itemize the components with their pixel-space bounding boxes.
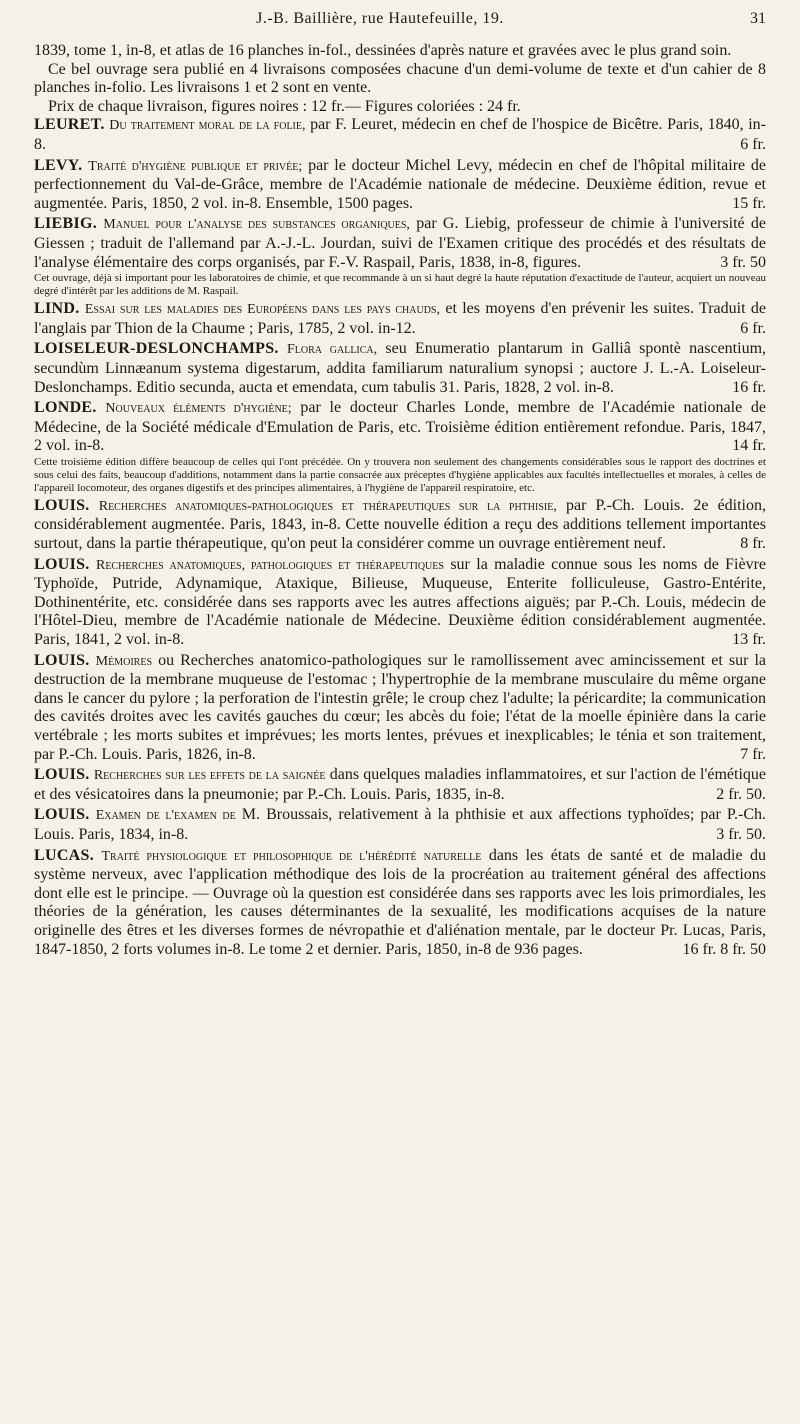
catalogue-entry: [34, 652, 766, 765]
catalogue-entry: [34, 806, 766, 844]
entry-title: Manuel pour l'analyse des substances organiques,: [103, 217, 410, 233]
entry-price: 16 fr.: [732, 378, 766, 396]
entry-text: [34, 806, 766, 844]
entry-price: 15 fr.: [732, 194, 766, 212]
intro-paragraph: Ce bel ouvrage sera publié en 4 livraisons composées chacune d'un demi-volume de texte et d'un cahier de 8 planches in-folio. Les livraisons 1 et 2 sont en vente.: [34, 60, 766, 97]
catalogue-entry: [34, 300, 766, 338]
entry-price: 16 fr. 8 fr. 50: [682, 940, 766, 958]
catalogue-entry: [34, 766, 766, 804]
entry-title: Recherches sur les effets de la saignée: [93, 768, 326, 784]
entry-price: 14 fr.: [732, 437, 766, 455]
entry-author: LEURET.: [34, 116, 105, 134]
entry-title: Essai sur les maladies des Européens dans les pays chauds,: [84, 302, 440, 318]
entry-text: [34, 300, 766, 338]
entry-title: Recherches anatomiques-pathologiques et thérapeutiques sur la phthisie,: [98, 498, 557, 514]
catalogue-entry: [34, 399, 766, 495]
entry-text: [34, 497, 766, 554]
entry-body: par le docteur Michel Levy, médecin en chef de l'hôpital militaire de perfectionnement du Val-de-Grâce, membre de l'Académie nationale de médecine. Deuxième édition, revue et augmentée. Paris, 1850, 2 vol. in-8. Ensemble, 1500 pages.: [34, 156, 767, 212]
entry-title: Flora gallica,: [287, 342, 378, 358]
entry-body: M. Broussais, relativement à la phthisie et aux affections typhoïdes; par P.-Ch. Louis. Paris, 1834, in-8.: [34, 806, 767, 843]
entry-author: LOUIS.: [34, 496, 90, 514]
entry-price: 13 fr.: [732, 631, 766, 649]
entry-price: 6 fr.: [740, 319, 766, 337]
entry-author: LUCAS.: [34, 846, 95, 864]
entry-title: Du traitement moral de la folie,: [109, 118, 306, 134]
entry-body: et les moyens d'en prévenir les suites. Traduit de l'anglais par Thion de la Chaume ; Paris, 1785, 2 vol. in-12.: [34, 300, 766, 337]
entry-author: LEVY.: [34, 156, 83, 174]
entry-body: par le docteur Charles Londe, membre de l'Académie nationale de Médecine, de la Société médicale d'Emulation de Paris, etc. Troisième édition entièrement refondue. Paris, 1847, 2 vol. in-8.: [34, 399, 766, 455]
entry-text: [34, 399, 766, 456]
entry-title: Mémoires: [95, 653, 153, 669]
catalogue-entry: [34, 497, 766, 554]
publisher-heading: J.-B. Baillière, rue Hautefeuille, 19.: [256, 10, 504, 27]
page-number: 31: [750, 10, 766, 27]
entry-text: [34, 215, 766, 272]
entry-note: Cette troisième édition diffère beaucoup de celles qui l'ont précédée. On y trouvera non seulement des changements considérables sous le rapport des doctrines et sous celui des faits, beaucoup d'additions, notamment dans la partie consacrée aux préceptes d'hygiène applicables aux facultés intellectuelles et morales, à celles de l'appareil locomoteur, des organes digestifs et des principes alimentaires, à l'hygiène de l'appareil respiratoire, etc.: [34, 455, 766, 494]
entry-body: par P.-Ch. Louis. 2e édition, considérablement augmentée. Paris, 1843, in-8. Cette nouvelle édition a reçu des additions tellement importantes surtout, dans la partie thérapeutique, qu'on peut la considérer comme un ouvrage entièrement neuf.: [34, 496, 767, 553]
entry-title: Traité physiologique et philosophique de l'hérédité naturelle: [101, 848, 482, 864]
entry-body: dans les états de santé et de maladie du système nerveux, avec l'application méthodique des lois de la procréation au traitement général des affections dont elle est le principe. — Ouvrage où la question est considérée dans ses rapports avec les lois primordiales, les théories de la génération, les causes déterminantes de la sexualité, les modifications acquises de la nature originelle des êtres et les diverses formes de névropathie et d'aliénation mentale, par le docteur Pr. Lucas, Paris, 1847-1850, 2 forts volumes in-8. Le tome 2 et dernier. Paris, 1850, in-8 de 936 pages.: [34, 846, 766, 958]
entry-text: [34, 157, 766, 214]
catalogue-entry: [34, 556, 766, 650]
entry-body: ou Recherches anatomico-pathologiques sur le ramollissement avec amincissement et sur la destruction de la membrane muqueuse de l'estomac ; l'hypertrophie de la membrane musculaire du même organe dans le cancer du pylore ; la perforation de l'intestin grêle; le croup chez l'adulte; la péricardite; la communication des cavités droites avec les cavités gauches du cœur; les abcès du foie; l'état de la moelle épinière dans la carie vertébrale ; les morts subites et imprévues; les morts lentes, prévues et inexplicables; le ténia et son traitement, par P.-Ch. Louis. Paris, 1826, in-8.: [34, 651, 767, 763]
catalogue-entry: [34, 340, 766, 397]
catalogue-entry: [34, 215, 766, 298]
entry-body: par G. Liebig, professeur de chimie à l'université de Giessen ; traduit de l'allemand par A.-J.-L. Jourdan, suivi de l'Examen critique des procédés et des résultats de l'analyse élémentaire des corps organisés, par F.-V. Raspail, Paris, 1838, in-8, figures.: [34, 215, 767, 271]
running-head: [34, 10, 766, 28]
entry-author: LIEBIG.: [34, 215, 98, 233]
catalogue-entry: [34, 116, 766, 154]
catalogue-entries: [34, 116, 766, 959]
entry-title: Recherches anatomiques, pathologiques et thérapeutiques: [95, 557, 444, 573]
entry-text: [34, 652, 766, 765]
entry-body: seu Enumeratio plantarum in Galliâ spontè nascentium, secundùm Linnæanum systema digestarum, addita familiarum naturalium synopsi ; auctore J. L.-A. Loiseleur-Deslonchamps. Editio secunda, aucta et emendata, cum tabulis 31. Paris, 1828, 2 vol. in-8.: [34, 340, 767, 396]
entry-text: [34, 556, 766, 650]
entry-author: LOUIS.: [34, 766, 90, 784]
entry-author: LOISELEUR-DESLONCHAMPS.: [34, 340, 279, 358]
entry-author: LOUIS.: [34, 555, 90, 573]
entry-text: [34, 340, 766, 397]
entry-note: Cet ouvrage, déjà si important pour les laboratoires de chimie, et que recommande à un si haut degré la haute réputation d'exactitude de l'auteur, acquiert un nouveau degré d'intérêt par les additions de M. Raspail.: [34, 272, 766, 298]
entry-price: 8 fr.: [740, 535, 766, 553]
entry-author: LOUIS.: [34, 806, 90, 824]
entry-body: sur la maladie connue sous les noms de Fièvre Typhoïde, Putride, Adynamique, Ataxique, Bilieuse, Muqueuse, Enterite folliculeuse, Gastro-Entérite, Dothinentérite, etc. considérée dans ses rapports avec les autres affections aiguës; par P.-Ch. Louis, médecin de l'Hôtel-Dieu, membre de l'Académie nationale de Médecine. Deuxième édition considérablement augmentée. Paris, 1841, 2 vol. in-8.: [34, 555, 767, 649]
entry-text: [34, 766, 766, 804]
entry-title: Examen de l'examen de: [95, 808, 236, 824]
catalogue-entry: [34, 157, 766, 214]
entry-text: [34, 116, 766, 154]
entry-price: 6 fr.: [740, 135, 766, 153]
intro-paragraphs: [34, 42, 766, 116]
entry-price: 3 fr. 50: [720, 253, 766, 271]
entry-price: 7 fr.: [740, 745, 766, 763]
intro-paragraph: Prix de chaque livraison, figures noires : 12 fr.— Figures coloriées : 24 fr.: [48, 97, 521, 115]
entry-text: [34, 847, 766, 960]
entry-author: LIND.: [34, 300, 80, 318]
entry-title: Nouveaux éléments d'hygiène;: [105, 401, 292, 417]
entry-author: LONDE.: [34, 399, 97, 417]
entry-author: LOUIS.: [34, 651, 90, 669]
entry-price: 2 fr. 50.: [716, 785, 766, 803]
entry-title: Traité d'hygiène publique et privée;: [88, 158, 303, 174]
intro-paragraph: 1839, tome 1, in-8, et atlas de 16 planches in-fol., dessinées d'après nature et gravées avec le plus grand soin.: [34, 42, 732, 59]
entry-body: dans quelques maladies inflammatoires, et sur l'action de l'émétique et des vésicatoires dans la pneumonie; par P.-Ch. Louis. Paris, 1835, in-8.: [34, 766, 766, 803]
entry-price: 3 fr. 50.: [716, 825, 766, 843]
entry-body: par F. Leuret, médecin en chef de l'hospice de Bicêtre. Paris, 1840, in-8.: [34, 116, 767, 153]
catalogue-entry: [34, 847, 766, 960]
